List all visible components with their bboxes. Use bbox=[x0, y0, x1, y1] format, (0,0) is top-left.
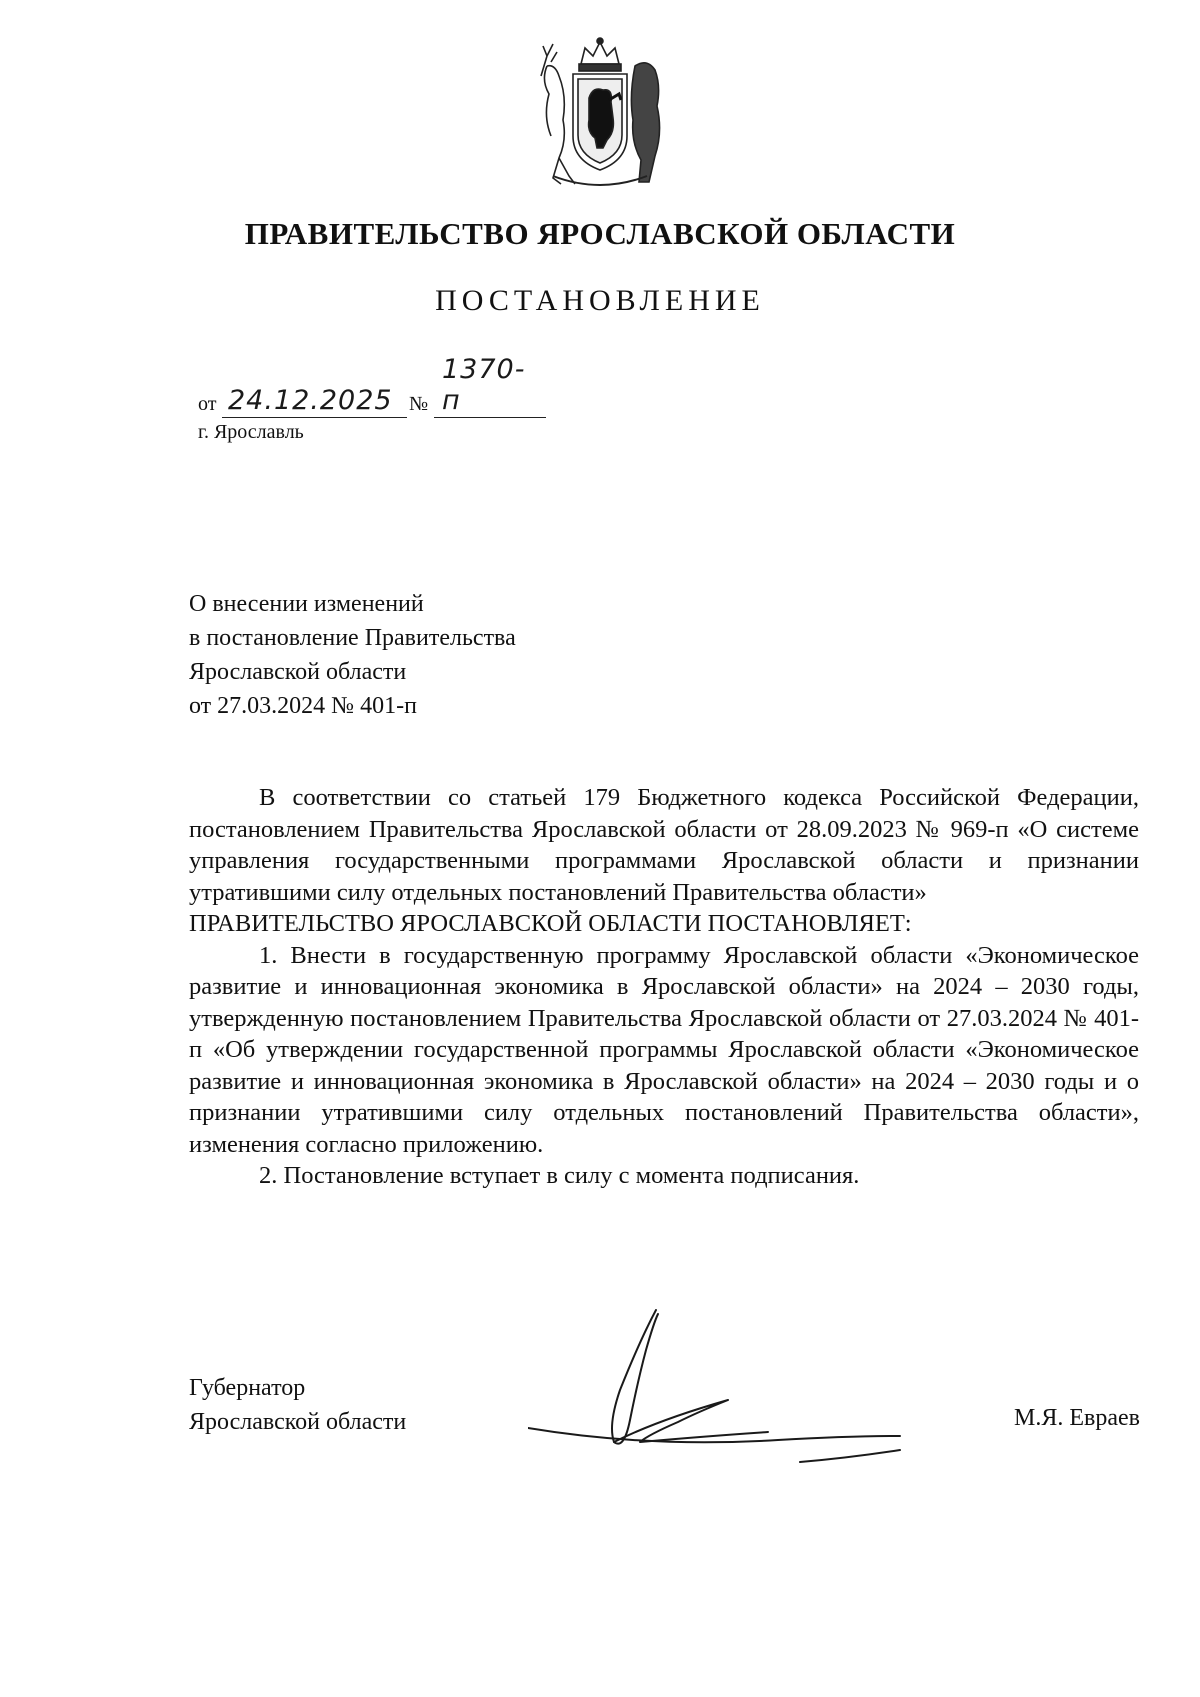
city: г. Ярославль bbox=[198, 421, 304, 443]
subject-block bbox=[189, 587, 516, 723]
subject-line: О внесении изменений bbox=[189, 591, 424, 617]
signatory-name: М.Я. Евраев bbox=[1014, 1405, 1140, 1431]
decree-line: ПРАВИТЕЛЬСТВО ЯРОСЛАВСКОЙ ОБЛАСТИ ПОСТАНОВЛЯЕТ: bbox=[189, 910, 912, 937]
subject-line: в постановление Правительства bbox=[189, 625, 516, 651]
item-1-paragraph: 1. Внести в государственную программу Ярославской области «Экономическое развитие и инновационная экономика в Ярославской области» на 2024 – 2030 годы, утвержденную постановлением Правительства Ярославской области от 27.03.2024 № 401-п «Об утверждении государственной программы Ярославской области «Экономическое развитие и инновационная экономика в Ярославской области» на 2024 – 2030 годы и о признании утратившими силу отдельных постановлений Правительства области», изменения согласно приложению. bbox=[189, 941, 1139, 1158]
position-line: Ярославской области bbox=[189, 1409, 407, 1435]
coat-of-arms-icon bbox=[533, 36, 667, 191]
number-prefix: № bbox=[409, 393, 429, 415]
signatory-position bbox=[189, 1371, 406, 1439]
item-2-paragraph: 2. Постановление вступает в силу с момента подписания. bbox=[259, 1162, 860, 1189]
date-value: 24.12.2025 bbox=[228, 385, 393, 416]
subject-line: Ярославской области bbox=[189, 659, 407, 685]
document-body bbox=[189, 782, 1139, 1192]
document-type: ПОСТАНОВЛЕНИЕ bbox=[435, 284, 765, 317]
number-value: 1370-п bbox=[442, 354, 526, 416]
preamble-paragraph: В соответствии со статьей 179 Бюджетного кодекса Российской Федерации, постановлением Правительства Ярославской области от 28.09.2023 № 969-п «О системе управления государственными программами Ярославской области и признании утратившими силу отдельных постановлений Правительства области» bbox=[189, 784, 1139, 906]
organization-title: ПРАВИТЕЛЬСТВО ЯРОСЛАВСКОЙ ОБЛАСТИ bbox=[244, 216, 956, 251]
subject-line: от 27.03.2024 № 401-п bbox=[189, 693, 417, 719]
number-underline bbox=[434, 417, 546, 418]
handwritten-signature bbox=[528, 1300, 908, 1480]
position-line: Губернатор bbox=[189, 1375, 306, 1401]
date-underline bbox=[222, 417, 407, 418]
date-prefix: от bbox=[198, 393, 217, 415]
